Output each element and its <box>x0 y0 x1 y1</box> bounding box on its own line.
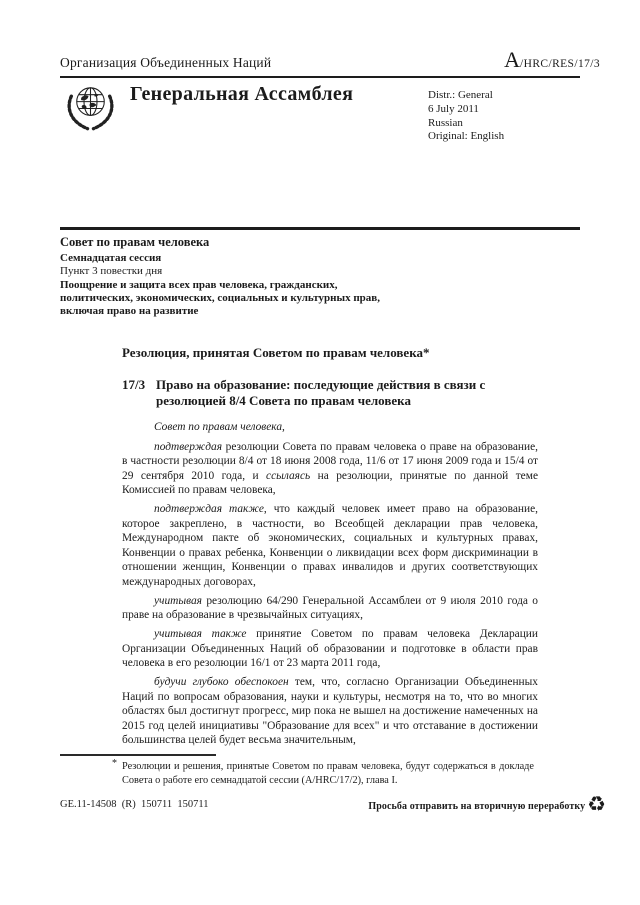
resolution-number: 17/3 <box>122 377 146 392</box>
resolution-subject: Право на образование: последующие действия в связи с резолюцией 8/4 Совета по правам человека <box>156 377 486 408</box>
preamble-paragraph: учитывая также принятие Советом по правам человека Декларации Организации Объединенных Наций об образовании и подготовке в области прав человека в его резолюции 16/1 от 23 марта 2011 года, <box>122 628 538 669</box>
resolution-body <box>122 420 538 748</box>
preamble-paragraph: подтверждая также, что каждый человек имеет право на образование, которое закреплено, в частности, во Всеобщей декларации прав человека, Международном пакте об экономических, социальных и культурных правах, Конвенции о правах ребенка, Конвенции о ликвидации всех форм дискриминации в отношении женщин, Конвенции о правах инвалидов и других соответствующих международных договорах, <box>122 503 538 588</box>
footnote-rule <box>60 754 216 756</box>
resolution-title-row <box>122 377 538 409</box>
assembly-title: Генеральная Ассамблея <box>130 83 354 105</box>
salutation: Совет по правам человека, <box>154 421 285 433</box>
session-number: Семнадцатая сессия <box>60 252 162 264</box>
council-name: Совет по правам человека <box>60 235 210 249</box>
recycle-icon: ♻ <box>587 792 606 816</box>
un-emblem-icon <box>61 82 120 134</box>
recycle-notice <box>368 792 606 817</box>
document-code: GE.11-14508 (R) 150711 150711 <box>60 799 209 810</box>
preamble-paragraph: подтверждая резолюции Совета по правам человека о праве на образование, в частности резолюции 8/4 от 18 июня 2008 года, 11/6 от 17 июня 2009 года и 15/4 от 29 сентября 2010 года, и ссылаясь на резолюции, принятые по данной теме Комиссией по правам человека, <box>122 440 539 496</box>
distr-line: Distr.: General <box>428 89 493 101</box>
document-symbol-letter: A <box>504 47 521 72</box>
date-line: 6 July 2011 <box>428 102 479 115</box>
footnote-marker: * <box>112 758 117 769</box>
language-line: Russian <box>428 116 463 129</box>
agenda-item: Пункт 3 повестки дня <box>60 265 163 277</box>
footnote <box>112 758 534 788</box>
session-block <box>60 235 420 319</box>
agenda-title: Поощрение и защита всех прав человека, гражданских, политических, экономических, социальных и культурных прав, включая право на развитие <box>60 279 380 318</box>
organization-name: Организация Объединенных Наций <box>60 55 272 70</box>
preamble-paragraph: будучи глубоко обеспокоен тем, что, согласно Организации Объединенных Наций по вопросам образования, науки и культуры, несмотря на то, что во многих областях был достигнут прогресс, мир пока не вышел на достижение намеченных на 2015 год целей инициативы "Образование для всех" и что отставание в достижении большинства целей будет весьма значительным, <box>122 676 538 746</box>
header-rule <box>60 76 580 78</box>
document-symbol <box>504 49 600 72</box>
resolution-heading: Резолюция, принятая Советом по правам человека* <box>122 345 430 360</box>
original-language-line: Original: English <box>428 130 505 143</box>
footnote-text: Резолюции и решения, принятые Советом по правам человека, будут содержаться в докладе Совета о работе его семнадцатой сессии (A/HRC/17/2), глава I. <box>122 761 534 786</box>
preamble-paragraph: учитывая резолюцию 64/290 Генеральной Ассамблеи от 9 июля 2010 года о праве на образование в чрезвычайных ситуациях, <box>122 594 538 621</box>
distribution-block <box>428 89 504 144</box>
section-rule <box>60 227 580 230</box>
document-symbol-number: /HRC/RES/17/3 <box>520 58 600 70</box>
recycle-note-text: Просьба отправить на вторичную переработку <box>368 801 586 812</box>
preamble-paragraphs <box>122 440 538 748</box>
